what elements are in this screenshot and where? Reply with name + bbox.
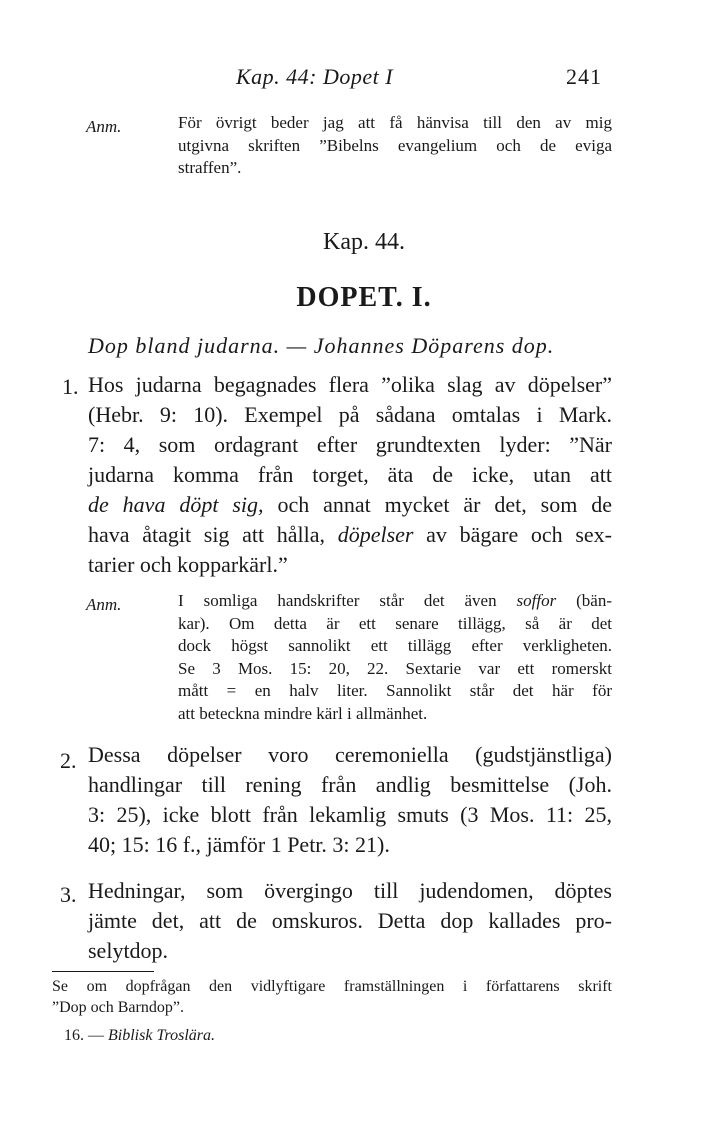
paragraph-line: handlingar till rening från andlig besmittelse (Joh. — [88, 772, 612, 797]
text-run: (bän- — [556, 591, 612, 610]
running-title: Kap. 44: Dopet I — [236, 64, 394, 89]
running-head — [0, 64, 728, 94]
footnote — [52, 976, 612, 1018]
paragraph-line: judarna komma från torget, äta de icke, utan att — [88, 462, 612, 487]
paragraph-line — [88, 520, 612, 550]
footnote-divider — [52, 971, 154, 972]
footnote-line: ”Dop och Barndop”. — [52, 999, 184, 1016]
chapter-title: DOPET. I. — [296, 282, 432, 313]
paragraph-line: selytdop. — [88, 938, 169, 963]
note-line: kar). Om detta är ett senare tillägg, så är det — [178, 613, 612, 633]
note-line: mått = en halv liter. Sannolikt står det här för — [178, 681, 612, 700]
note-line: dock högst sannolikt ett tillägg efter verkligheten. — [178, 636, 612, 655]
text-run: och annat mycket är det, som de — [263, 492, 612, 517]
paragraph-line: Dessa döpelser voro ceremoniella (gudstjänstliga) — [88, 742, 612, 767]
footnote-line: Se om dopfrågan den vidlyftigare framställningen i författarens skrift — [52, 978, 612, 995]
paragraph-line: tarier och kopparkärl.” — [88, 552, 288, 577]
text-run: I somliga handskrifter står det även — [178, 591, 517, 610]
text-run: hava åtagit sig att hålla, — [88, 522, 338, 547]
paragraph-line — [88, 490, 612, 520]
paragraph-line: Hedningar, som övergingo till judendomen, döptes — [88, 878, 612, 903]
paragraph-1 — [88, 370, 612, 580]
text-run: av bägare och sex- — [413, 522, 613, 547]
mid-note-text — [178, 590, 612, 725]
paragraph-2 — [88, 740, 612, 860]
chapter-number: Kap. 44. — [323, 229, 405, 255]
note-line: Se 3 Mos. 15: 20, 22. Sextarie var ett romerskt — [178, 658, 612, 678]
note-label: Anm. — [86, 117, 122, 136]
note-label: Anm. — [86, 595, 122, 614]
signature-title: Biblisk Troslära. — [108, 1027, 215, 1044]
page-number: 241 — [566, 64, 602, 89]
note-line: utgivna skriften ”Bibelns evangelium och de eviga — [178, 135, 612, 155]
note-line: För övrigt beder jag att få hänvisa till den av mig — [178, 113, 612, 132]
emphasis: de hava döpt sig, — [88, 492, 264, 517]
emphasis: döpelser — [337, 522, 414, 547]
paragraph-number: 2. — [60, 748, 77, 773]
paragraph-3 — [88, 876, 612, 966]
paragraph-line: 7: 4, som ordagrant efter grundtexten lyder: ”När — [88, 432, 612, 457]
paragraph-line: jämte det, att de omskuros. Detta dop kallades pro- — [88, 908, 612, 933]
note-line: att beteckna mindre kärl i allmänhet. — [178, 703, 428, 723]
top-note-text — [178, 112, 612, 180]
paragraph-line: (Hebr. 9: 10). Exempel på sådana omtalas i Mark. — [88, 402, 612, 427]
emphasis: soffor — [516, 591, 557, 610]
paragraph-number: 1. — [62, 374, 79, 399]
paragraph-line: Hos judarna begagnades flera ”olika slag av döpelser” — [88, 372, 612, 397]
note-line: straffen”. — [178, 158, 242, 177]
chapter-subtitle: Dop bland judarna. — Johannes Döparens dop. — [88, 333, 555, 358]
signature-number: 16. — — [64, 1027, 108, 1044]
signature-mark — [64, 1027, 215, 1045]
paragraph-line: 40; 15: 16 f., jämför 1 Petr. 3: 21). — [88, 832, 390, 857]
paragraph-line: 3: 25), icke blott från lekamlig smuts (3 Mos. 11: 25, — [88, 802, 612, 827]
paragraph-number: 3. — [60, 882, 77, 907]
note-line — [178, 590, 612, 613]
